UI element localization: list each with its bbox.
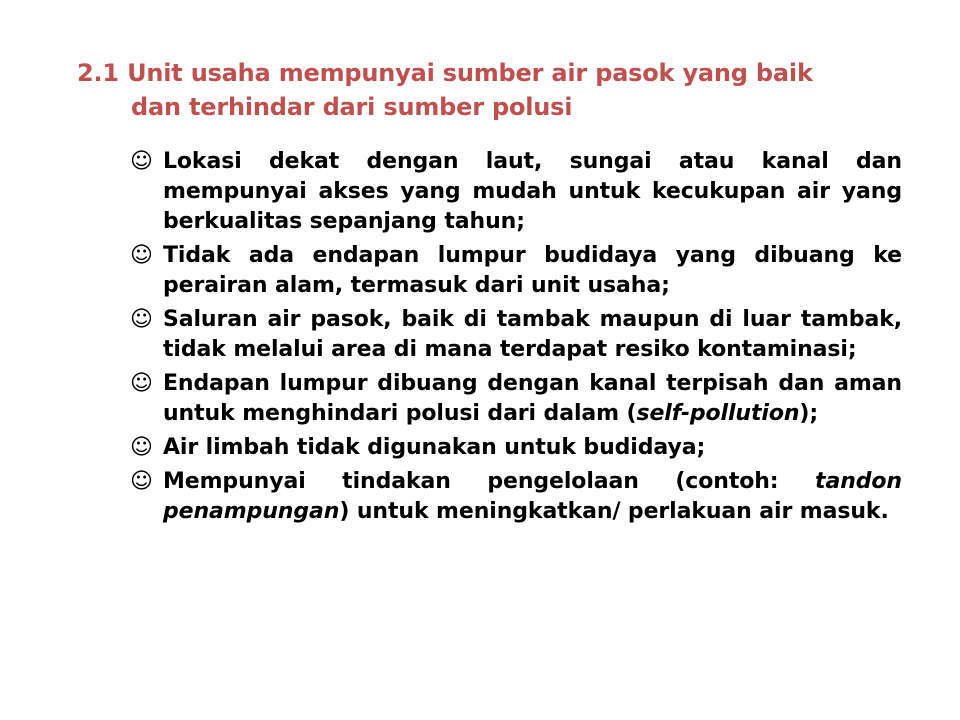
bullet-text (163, 307, 902, 362)
smiley-icon: ☺ (130, 243, 153, 268)
title-line-1: 2.1 Unit usaha mempunyai sumber air pasok yang baik (77, 59, 813, 87)
bullet-item (130, 433, 902, 463)
smiley-icon: ☺ (130, 435, 153, 460)
smiley-icon: ☺ (130, 371, 153, 396)
bullet-text-segment: ); (799, 401, 819, 426)
bullet-text (163, 243, 902, 298)
bullet-item (130, 147, 902, 237)
bullet-text (163, 469, 902, 524)
bullet-text (163, 149, 902, 234)
smiley-icon: ☺ (130, 149, 153, 174)
bullet-text (163, 435, 705, 460)
bullet-text-segment: Air limbah tidak digunakan untuk budidaya; (163, 435, 706, 460)
title-line-2: dan terhindar dari sumber polusi (131, 93, 573, 121)
bullet-text-segment: Tidak ada endapan lumpur budidaya yang dibuang ke perairan alam, termasuk dari unit usaha; (163, 243, 902, 298)
smiley-icon: ☺ (130, 307, 153, 332)
bullet-text-segment: Mempunyai tindakan pengelolaan (contoh: (163, 469, 816, 494)
slide-title (77, 56, 907, 124)
bullet-item (130, 467, 902, 527)
bullet-text-segment: Endapan lumpur dibuang dengan kanal terpisah dan aman untuk menghindari polusi dari dalam ( (163, 371, 902, 426)
bullet-text-italic: tandon penampungan (163, 469, 902, 524)
bullet-item (130, 305, 902, 365)
bullet-list (130, 147, 902, 531)
smiley-icon: ☺ (130, 469, 153, 494)
bullet-item (130, 369, 902, 429)
bullet-text (163, 371, 902, 426)
bullet-text-segment: Lokasi dekat dengan laut, sungai atau kanal dan mempunyai akses yang mudah untuk kecukupan air yang berkualitas sepanjang tahun; (163, 149, 902, 234)
bullet-item (130, 241, 902, 301)
bullet-text-italic: self-pollution (636, 401, 800, 426)
bullet-text-segment: ) untuk meningkatkan/ perlakuan air masuk. (339, 499, 889, 524)
bullet-text-segment: Saluran air pasok, baik di tambak maupun di luar tambak, tidak melalui area di mana terdapat resiko kontaminasi; (163, 307, 902, 362)
